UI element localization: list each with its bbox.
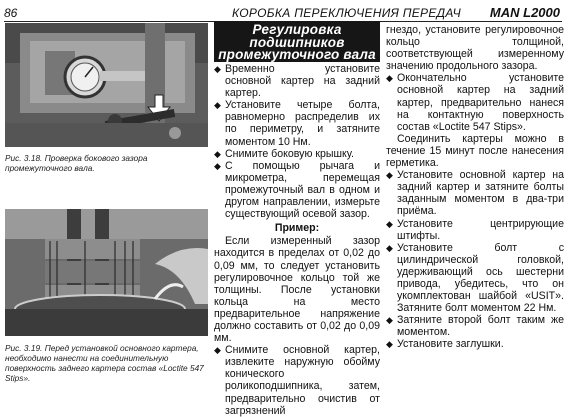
- bullet-icon: ◆: [214, 345, 221, 356]
- section-title-banner: [214, 21, 380, 62]
- figure-3-18-photo: [5, 23, 208, 147]
- bullet-icon: ◆: [386, 218, 393, 229]
- page-header: [0, 0, 570, 22]
- vehicle-model: MAN L2000: [489, 5, 560, 20]
- instruction-item: ◆ Установите болт с цилиндрической головкой, удерживающий ось шестерни привода, убедитесь, что он укомплектован шайбой «USIT». Затяните болт моментом 22 Нм.: [386, 241, 564, 315]
- section-title: Регулировка подшипников промежуточного вала: [218, 22, 376, 62]
- instruction-item: ◆ Снимите боковую крышку.: [214, 147, 354, 160]
- instruction-item: ◆ Снимите основной картер, извлеките наружную обойму конического роликоподшипника, затем, предварительно очистив от загрязнений: [214, 344, 380, 417]
- bullet-icon: ◆: [214, 160, 221, 171]
- instruction-item: ◆ Установите основной картер на задний картер и затяните болты заданным моментом в два-три приёма.: [386, 169, 564, 218]
- example-paragraph: Если измеренный зазор находится в пределах от 0,02 до 0,09 мм, то следует установить регулировочное кольцо той же толщины. После установки кольца на место предварительное напряжение должно составить от 0,02 до 0,09 мм.: [214, 235, 380, 345]
- bullet-icon: ◆: [386, 170, 393, 181]
- instruction-item: ◆ С помощью рычага и микрометра, перемещая промежуточный вал в одном и другом направлении, измерьте существующий осевой зазор.: [214, 159, 380, 221]
- continued-paragraph: гнездо, установите регулировочное кольцо толщиной, соответствующей измеренному значению продольного зазора.: [386, 24, 564, 73]
- bullet-icon: ◆: [214, 64, 221, 74]
- instruction-item: ◆ Установите центрирующие штифты.: [386, 217, 564, 242]
- figure-3-19-number: Рис. 3.19.: [5, 343, 43, 353]
- figure-3-19-photo: [5, 209, 208, 336]
- text-column-1: [214, 63, 380, 417]
- figure-3-18-number: Рис. 3.18.: [5, 153, 43, 163]
- page-number: 86: [4, 6, 18, 20]
- figure-3-18-text: Проверка бокового зазора промежуточного вала.: [5, 153, 148, 173]
- instruction-item: ◆ Установите заглушки.: [386, 338, 504, 351]
- text-column-2: [386, 24, 564, 351]
- bullet-icon: ◆: [386, 315, 393, 326]
- figure-3-18-caption: [5, 153, 208, 173]
- chapter-title: КОРОБКА ПЕРЕКЛЮЧЕНИЯ ПЕРЕДАЧ: [232, 6, 461, 20]
- bullet-icon: ◆: [386, 339, 393, 350]
- instruction-item: ◆ Окончательно установите основной картер на задний картер, предварительно нанеся на контактную поверхность состав «Loctite 547 Stips».: [386, 72, 564, 133]
- instruction-item: ◆ Затяните второй болт таким же моментом.: [386, 314, 564, 339]
- bullet-icon: ◆: [386, 73, 393, 84]
- note-paragraph: Соединить картеры можно в течение 15 минут после нанесения герметика.: [386, 132, 564, 170]
- figure-3-19-caption: [5, 343, 208, 383]
- bullet-icon: ◆: [214, 100, 221, 111]
- figure-3-19-text: Перед установкой основного картера, необходимо нанести на соединительную поверхность заднего картера состав «Loctite 547 Stips».: [5, 343, 204, 383]
- bullet-icon: ◆: [386, 242, 393, 253]
- instruction-item: ◆ Временно установите основной картер на задний картер.: [214, 63, 380, 100]
- bullet-icon: ◆: [214, 148, 221, 159]
- instruction-item: ◆ Установите четыре болта, равномерно распределив их по периметру, и затяните моментом 10 Нм.: [214, 99, 380, 148]
- example-heading: Пример:: [274, 222, 320, 235]
